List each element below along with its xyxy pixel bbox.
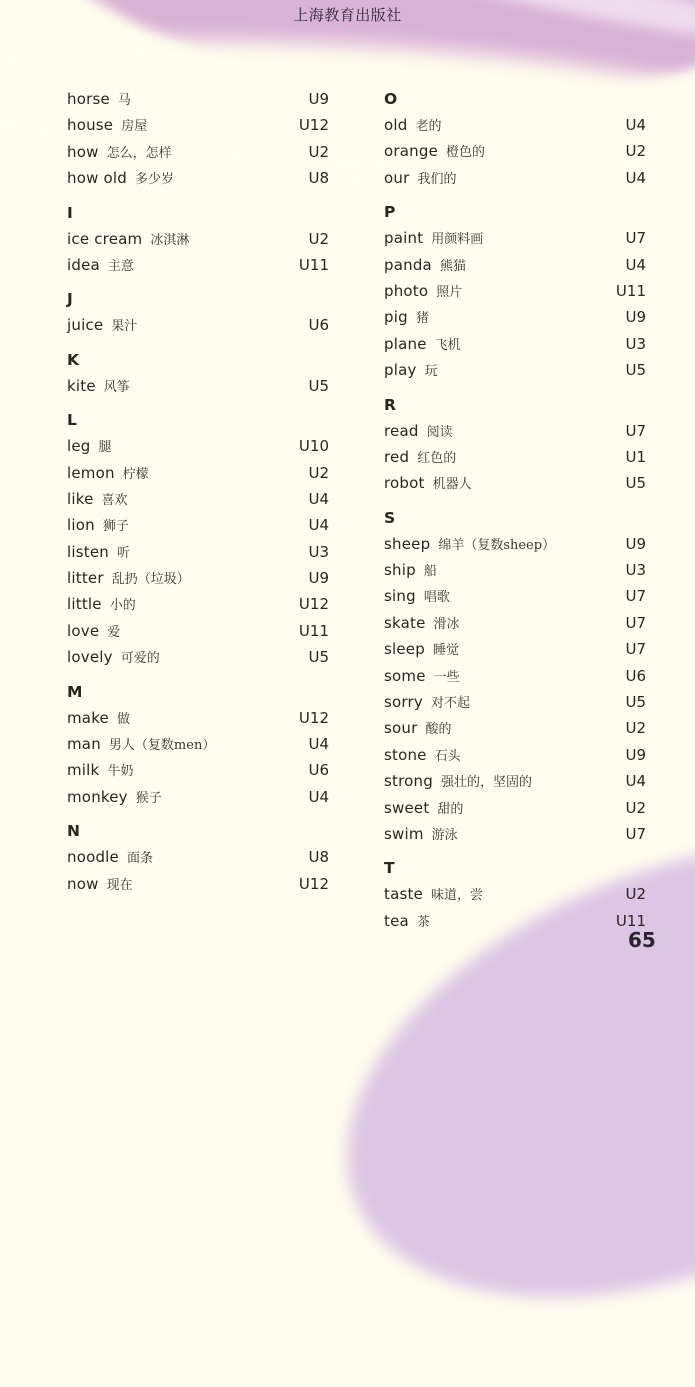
english-word: stone bbox=[384, 745, 427, 764]
entry-term bbox=[384, 715, 451, 743]
unit-reference: U4 bbox=[308, 489, 329, 508]
letter-heading: R bbox=[384, 395, 396, 414]
english-word: house bbox=[67, 116, 114, 135]
entry-term bbox=[67, 312, 137, 340]
unit-reference: U2 bbox=[308, 142, 329, 161]
unit-reference: U5 bbox=[308, 376, 329, 395]
english-word: noodle bbox=[67, 848, 119, 867]
english-word: love bbox=[67, 621, 100, 640]
entry-term bbox=[384, 557, 437, 585]
chinese-meaning: 酸的 bbox=[425, 722, 452, 738]
entry-term bbox=[67, 757, 133, 785]
glossary-entry bbox=[67, 618, 329, 644]
chinese-meaning: 熊猫 bbox=[439, 258, 466, 274]
english-word: how bbox=[67, 142, 99, 161]
chinese-meaning: 一些 bbox=[433, 669, 460, 685]
unit-reference: U2 bbox=[625, 798, 646, 817]
english-word: juice bbox=[67, 316, 104, 335]
entry-term bbox=[384, 795, 463, 823]
chinese-meaning: 面条 bbox=[126, 851, 153, 867]
english-word: sheep bbox=[384, 534, 431, 553]
glossary-entry bbox=[67, 871, 329, 897]
english-word: old bbox=[384, 116, 408, 134]
entry-term bbox=[384, 418, 453, 446]
chinese-meaning: 橙色的 bbox=[446, 145, 486, 161]
english-word: orange bbox=[384, 142, 438, 161]
chinese-meaning: 狮子 bbox=[102, 519, 129, 535]
glossary-entry bbox=[67, 512, 329, 538]
unit-reference: U7 bbox=[625, 640, 646, 659]
unit-reference: U12 bbox=[298, 708, 329, 727]
unit-reference: U7 bbox=[625, 421, 646, 440]
english-word: how old bbox=[67, 169, 127, 188]
unit-reference: U4 bbox=[625, 168, 646, 187]
english-word: plane bbox=[384, 334, 427, 353]
entry-term bbox=[384, 304, 429, 332]
chinese-meaning: 用颜料画 bbox=[431, 232, 484, 248]
entry-term bbox=[67, 784, 162, 812]
entry-term bbox=[384, 357, 438, 385]
glossary-entry bbox=[384, 112, 646, 138]
glossary-entry bbox=[384, 715, 646, 741]
chinese-meaning: 主意 bbox=[107, 258, 134, 274]
page-number: 65 bbox=[628, 928, 656, 952]
chinese-meaning: 小的 bbox=[109, 598, 136, 614]
unit-reference: U9 bbox=[625, 745, 646, 764]
unit-reference: U11 bbox=[615, 911, 646, 930]
chinese-meaning: 冰淇淋 bbox=[150, 232, 190, 248]
glossary-entry bbox=[67, 539, 329, 565]
english-word: monkey bbox=[67, 787, 128, 806]
glossary-entry bbox=[384, 610, 646, 636]
chinese-meaning: 喜欢 bbox=[101, 492, 128, 508]
entry-term bbox=[67, 512, 129, 540]
english-word: play bbox=[384, 361, 417, 380]
entry-term bbox=[67, 112, 147, 140]
chinese-meaning: 猪 bbox=[415, 311, 429, 327]
entry-term bbox=[67, 844, 153, 872]
english-word: photo bbox=[384, 281, 429, 300]
unit-reference: U9 bbox=[625, 534, 646, 553]
unit-reference: U4 bbox=[308, 735, 329, 754]
entry-term bbox=[67, 460, 149, 488]
english-word: idea bbox=[67, 255, 100, 274]
glossary-entry bbox=[384, 636, 646, 662]
glossary-entry bbox=[67, 460, 329, 486]
english-word: lion bbox=[67, 516, 95, 535]
english-word: some bbox=[384, 666, 426, 685]
glossary-entry bbox=[384, 304, 646, 330]
chinese-meaning: 绵羊（复数sheep） bbox=[438, 537, 556, 553]
unit-reference: U4 bbox=[625, 116, 646, 134]
english-word: taste bbox=[384, 885, 423, 904]
glossary-entry bbox=[67, 757, 329, 783]
glossary-entry bbox=[67, 312, 329, 338]
entry-term bbox=[384, 663, 460, 691]
glossary-entry bbox=[67, 844, 329, 870]
entry-term bbox=[384, 278, 462, 306]
unit-reference: U6 bbox=[625, 666, 646, 685]
glossary-entry bbox=[384, 583, 646, 609]
english-word: swim bbox=[384, 824, 424, 843]
glossary-entry bbox=[67, 784, 329, 810]
english-word: ice cream bbox=[67, 229, 143, 248]
english-word: sing bbox=[384, 587, 416, 606]
letter-heading: O bbox=[384, 90, 398, 108]
entry-term bbox=[384, 470, 472, 498]
unit-reference: U2 bbox=[625, 719, 646, 738]
unit-reference: U3 bbox=[625, 334, 646, 353]
glossary-entry bbox=[67, 226, 329, 252]
letter-heading: K bbox=[67, 350, 80, 369]
entry-term bbox=[384, 138, 485, 166]
entry-term bbox=[67, 591, 136, 619]
entry-term bbox=[67, 871, 133, 899]
letter-heading: N bbox=[67, 822, 80, 841]
unit-reference: U8 bbox=[308, 848, 329, 867]
chinese-meaning: 甜的 bbox=[437, 801, 464, 817]
unit-reference: U12 bbox=[298, 116, 329, 135]
chinese-meaning: 照片 bbox=[436, 284, 463, 300]
glossary-entry bbox=[384, 742, 646, 768]
english-word: sleep bbox=[384, 640, 425, 659]
glossary-entry bbox=[67, 591, 329, 617]
letter-heading: M bbox=[67, 682, 83, 701]
entry-term bbox=[67, 165, 174, 193]
english-word: leg bbox=[67, 437, 91, 456]
entry-term bbox=[384, 112, 441, 140]
unit-reference: U12 bbox=[298, 595, 329, 614]
english-word: skate bbox=[384, 613, 426, 632]
entry-term bbox=[67, 705, 130, 733]
entry-term bbox=[67, 139, 172, 167]
english-word: lovely bbox=[67, 648, 113, 667]
chinese-meaning: 我们的 bbox=[417, 171, 457, 187]
chinese-meaning: 果汁 bbox=[111, 319, 138, 335]
english-word: red bbox=[384, 447, 410, 466]
unit-reference: U5 bbox=[625, 693, 646, 712]
glossary-entry bbox=[384, 331, 646, 357]
unit-reference: U9 bbox=[308, 90, 329, 108]
chinese-meaning: 唱歌 bbox=[423, 590, 450, 606]
glossary-entry bbox=[67, 565, 329, 591]
chinese-meaning: 爱 bbox=[107, 624, 121, 640]
glossary-entry bbox=[384, 908, 646, 934]
letter-heading: J bbox=[67, 290, 73, 309]
letter-heading: P bbox=[384, 203, 396, 222]
letter-heading: S bbox=[384, 508, 396, 527]
entry-term bbox=[384, 331, 461, 359]
unit-reference: U11 bbox=[298, 621, 329, 640]
entry-term bbox=[384, 821, 458, 849]
unit-reference: U6 bbox=[308, 761, 329, 780]
chinese-meaning: 男人（复数men） bbox=[108, 738, 216, 754]
chinese-meaning: 强壮的，坚固的 bbox=[440, 775, 532, 791]
glossary-entry bbox=[67, 705, 329, 731]
english-word: paint bbox=[384, 229, 424, 248]
entry-term bbox=[384, 444, 456, 472]
unit-reference: U12 bbox=[298, 874, 329, 893]
unit-reference: U2 bbox=[625, 885, 646, 904]
unit-reference: U9 bbox=[308, 569, 329, 588]
glossary-entry bbox=[67, 86, 329, 112]
entry-term bbox=[67, 618, 120, 646]
unit-reference: U4 bbox=[625, 772, 646, 791]
glossary-entry bbox=[67, 486, 329, 512]
unit-reference: U10 bbox=[298, 437, 329, 456]
glossary-entry bbox=[384, 138, 646, 164]
entry-term bbox=[384, 908, 430, 936]
chinese-meaning: 乱扔（垃圾） bbox=[111, 572, 190, 588]
glossary-column-right bbox=[384, 86, 646, 934]
chinese-meaning: 房屋 bbox=[121, 119, 148, 135]
chinese-meaning: 机器人 bbox=[432, 477, 472, 493]
unit-reference: U5 bbox=[308, 648, 329, 667]
glossary-entry bbox=[384, 252, 646, 278]
chinese-meaning: 飞机 bbox=[434, 337, 461, 353]
publisher-title: 上海教育出版社 bbox=[293, 6, 402, 24]
chinese-meaning: 睡觉 bbox=[432, 643, 459, 659]
glossary-entry bbox=[67, 252, 329, 278]
english-word: now bbox=[67, 874, 99, 893]
glossary-entry bbox=[384, 470, 646, 496]
chinese-meaning: 听 bbox=[116, 545, 130, 561]
english-word: panda bbox=[384, 255, 432, 274]
unit-reference: U7 bbox=[625, 824, 646, 843]
chinese-meaning: 多少岁 bbox=[135, 172, 175, 188]
glossary-entry bbox=[384, 881, 646, 907]
unit-reference: U4 bbox=[625, 255, 646, 274]
unit-reference: U11 bbox=[615, 281, 646, 300]
english-word: robot bbox=[384, 474, 425, 493]
english-word: make bbox=[67, 708, 109, 727]
entry-term bbox=[67, 226, 189, 254]
unit-reference: U7 bbox=[625, 229, 646, 248]
letter-heading: I bbox=[67, 203, 73, 222]
entry-term bbox=[67, 486, 128, 514]
english-word: horse bbox=[67, 90, 110, 108]
unit-reference: U2 bbox=[625, 142, 646, 161]
entry-term bbox=[384, 252, 466, 280]
chinese-meaning: 现在 bbox=[106, 877, 133, 893]
unit-reference: U5 bbox=[625, 474, 646, 493]
unit-reference: U5 bbox=[625, 361, 646, 380]
entry-term bbox=[67, 731, 215, 759]
unit-reference: U4 bbox=[308, 516, 329, 535]
english-word: like bbox=[67, 489, 94, 508]
entry-term bbox=[67, 373, 130, 401]
entry-term bbox=[384, 636, 459, 664]
entry-term bbox=[384, 225, 483, 253]
entry-term bbox=[384, 881, 483, 909]
chinese-meaning: 阅读 bbox=[426, 424, 453, 440]
entry-term bbox=[384, 610, 460, 638]
chinese-meaning: 石头 bbox=[434, 748, 461, 764]
glossary-entry bbox=[384, 444, 646, 470]
english-word: ship bbox=[384, 561, 416, 580]
chinese-meaning: 味道，尝 bbox=[431, 888, 484, 904]
glossary-entry bbox=[384, 689, 646, 715]
english-word: sour bbox=[384, 719, 418, 738]
entry-term bbox=[67, 539, 130, 567]
entry-term bbox=[67, 433, 112, 461]
chinese-meaning: 做 bbox=[116, 711, 130, 727]
letter-heading: T bbox=[384, 859, 395, 878]
chinese-meaning: 腿 bbox=[98, 440, 112, 456]
chinese-meaning: 柠檬 bbox=[122, 466, 149, 482]
glossary-entry bbox=[67, 139, 329, 165]
chinese-meaning: 红色的 bbox=[417, 450, 457, 466]
chinese-meaning: 对不起 bbox=[430, 696, 470, 712]
glossary-entry bbox=[67, 644, 329, 670]
glossary-entry bbox=[384, 557, 646, 583]
glossary-entry bbox=[384, 663, 646, 689]
unit-reference: U3 bbox=[625, 561, 646, 580]
english-word: sweet bbox=[384, 798, 430, 817]
unit-reference: U3 bbox=[308, 542, 329, 561]
letter-heading: L bbox=[67, 411, 77, 430]
english-word: strong bbox=[384, 772, 433, 791]
glossary-entry bbox=[67, 165, 329, 191]
unit-reference: U8 bbox=[308, 169, 329, 188]
entry-term bbox=[67, 252, 134, 280]
unit-reference: U4 bbox=[308, 787, 329, 806]
chinese-meaning: 茶 bbox=[416, 914, 430, 930]
glossary-entry bbox=[384, 278, 646, 304]
glossary-entry bbox=[384, 357, 646, 383]
glossary-entry bbox=[384, 418, 646, 444]
chinese-meaning: 可爱的 bbox=[120, 651, 160, 667]
glossary-entry bbox=[67, 433, 329, 459]
glossary-entry bbox=[67, 112, 329, 138]
entry-term bbox=[67, 86, 131, 114]
glossary-entry bbox=[384, 768, 646, 794]
unit-reference: U2 bbox=[308, 229, 329, 248]
glossary-column-left bbox=[67, 86, 329, 897]
english-word: little bbox=[67, 595, 102, 614]
english-word: tea bbox=[384, 911, 409, 930]
english-word: pig bbox=[384, 308, 408, 327]
unit-reference: U7 bbox=[625, 613, 646, 632]
unit-reference: U1 bbox=[625, 447, 646, 466]
entry-term bbox=[384, 583, 450, 611]
english-word: lemon bbox=[67, 463, 115, 482]
glossary-entry bbox=[384, 531, 646, 557]
chinese-meaning: 滑冰 bbox=[433, 616, 460, 632]
english-word: read bbox=[384, 421, 419, 440]
unit-reference: U7 bbox=[625, 587, 646, 606]
chinese-meaning: 游泳 bbox=[431, 827, 458, 843]
entry-term bbox=[67, 565, 190, 593]
english-word: kite bbox=[67, 376, 96, 395]
chinese-meaning: 马 bbox=[117, 93, 131, 108]
unit-reference: U11 bbox=[298, 255, 329, 274]
english-word: our bbox=[384, 168, 410, 187]
glossary-entry bbox=[384, 795, 646, 821]
glossary-entry bbox=[384, 165, 646, 191]
entry-term bbox=[384, 165, 456, 193]
unit-reference: U6 bbox=[308, 316, 329, 335]
english-word: sorry bbox=[384, 693, 423, 712]
glossary-entry bbox=[384, 225, 646, 251]
chinese-meaning: 老的 bbox=[415, 119, 442, 134]
english-word: litter bbox=[67, 569, 104, 588]
glossary-entry bbox=[67, 373, 329, 399]
english-word: man bbox=[67, 735, 101, 754]
chinese-meaning: 怎么，怎样 bbox=[106, 145, 172, 161]
unit-reference: U2 bbox=[308, 463, 329, 482]
entry-term bbox=[384, 689, 470, 717]
english-word: milk bbox=[67, 761, 100, 780]
unit-reference: U9 bbox=[625, 308, 646, 327]
entry-term bbox=[384, 742, 461, 770]
entry-term bbox=[67, 644, 160, 672]
chinese-meaning: 玩 bbox=[424, 364, 438, 380]
chinese-meaning: 船 bbox=[423, 564, 437, 580]
entry-term bbox=[384, 531, 555, 559]
chinese-meaning: 风筝 bbox=[103, 379, 130, 395]
chinese-meaning: 猴子 bbox=[135, 790, 162, 806]
glossary-entry bbox=[67, 731, 329, 757]
glossary-entry bbox=[384, 821, 646, 847]
chinese-meaning: 牛奶 bbox=[107, 764, 134, 780]
entry-term bbox=[384, 768, 532, 796]
english-word: listen bbox=[67, 542, 109, 561]
